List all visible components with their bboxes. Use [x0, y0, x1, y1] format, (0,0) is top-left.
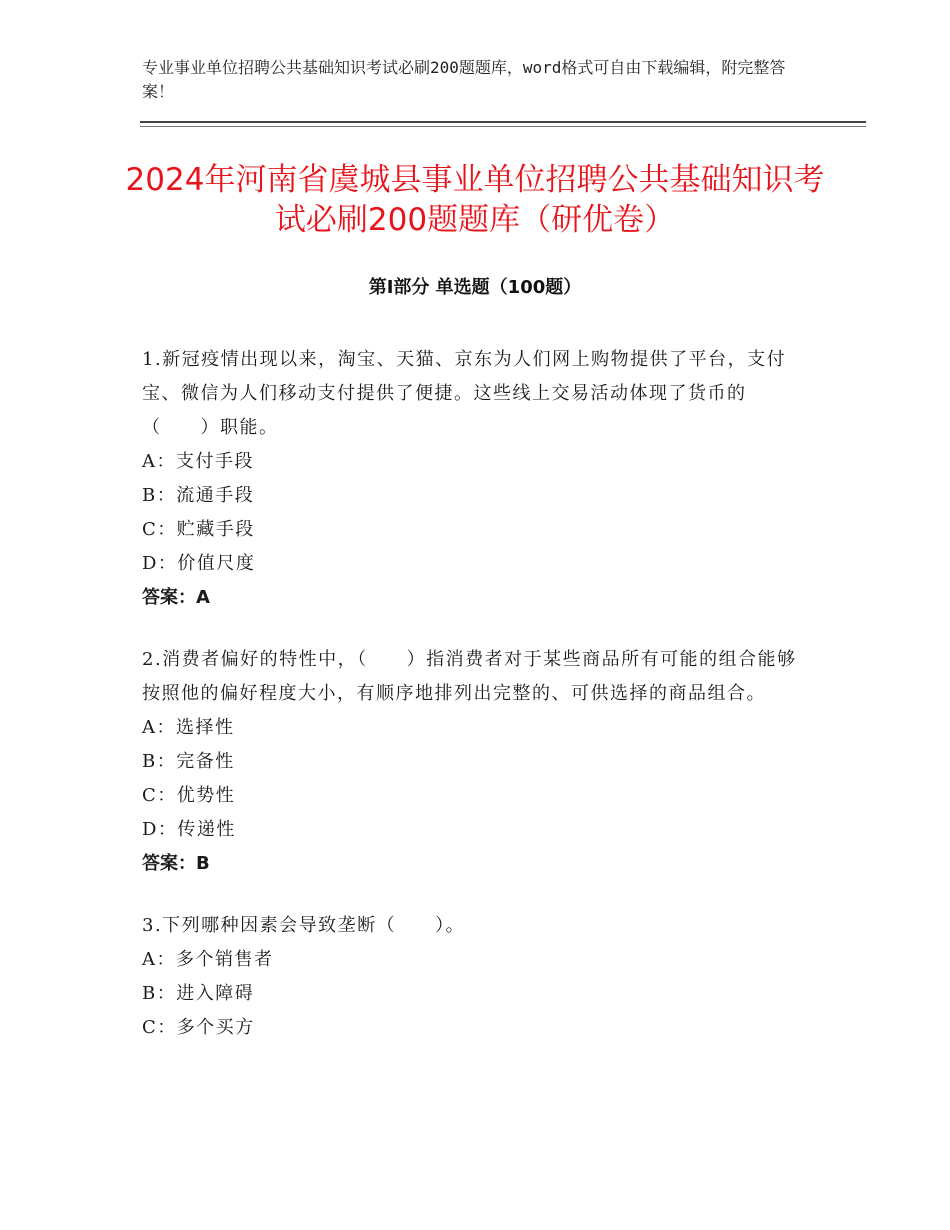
- question-1: [142, 343, 802, 615]
- option-b: B：进入障碍: [142, 983, 255, 1004]
- option-d: D：传递性: [142, 819, 236, 840]
- answer: 答案：B: [142, 853, 210, 874]
- header-rule-thick: [140, 121, 866, 123]
- question-list: [142, 343, 802, 1073]
- option-c: C：多个买方: [142, 1017, 255, 1038]
- answer: 答案：A: [142, 587, 210, 608]
- option-a: A：多个销售者: [142, 949, 274, 970]
- page-header: 专业事业单位招聘公共基础知识考试必刷200题题库，word格式可自由下载编辑，附完整答案！: [142, 58, 786, 101]
- document-title: 2024年河南省虞城县事业单位招聘公共基础知识考试必刷200题题库（研优卷）: [125, 162, 825, 238]
- question-2: [142, 643, 802, 881]
- option-c: C：贮藏手段: [142, 519, 255, 540]
- option-b: B：完备性: [142, 751, 235, 772]
- question-3: [142, 909, 802, 1045]
- option-a: A：支付手段: [142, 451, 254, 472]
- option-c: C：优势性: [142, 785, 236, 806]
- question-stem: 1.新冠疫情出现以来，淘宝、天猫、京东为人们网上购物提供了平台，支付宝、微信为人们移动支付提供了便捷。这些线上交易活动体现了货币的（ ）职能。: [142, 349, 787, 438]
- option-a: A：选择性: [142, 717, 235, 738]
- section-title: 第Ⅰ部分 单选题（100题）: [368, 277, 582, 298]
- question-stem: 2.消费者偏好的特性中，（ ）指消费者对于某些商品所有可能的组合能够按照他的偏好程度大小，有顺序地排列出完整的、可供选择的商品组合。: [142, 649, 797, 704]
- question-stem: 3.下列哪种因素会导致垄断（ ）。: [142, 915, 466, 936]
- header-rule-thin: [140, 126, 866, 127]
- option-b: B：流通手段: [142, 485, 255, 506]
- option-d: D：价值尺度: [142, 553, 256, 574]
